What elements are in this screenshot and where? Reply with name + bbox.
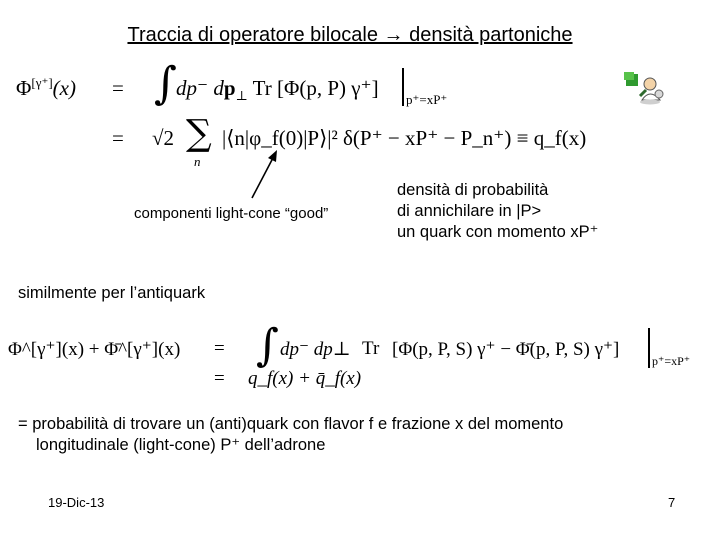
eq3-bracket: [Φ(p, P, S) γ⁺ − Φ̄(p, P, S) γ⁺] bbox=[392, 339, 620, 360]
conclusion-line-1: = probabilità di trovare un (anti)quark con flavor f e frazione x del momento bbox=[18, 415, 564, 433]
eq3-trace: Tr bbox=[362, 338, 380, 359]
eq1-eval-sub: p⁺=xP⁺ bbox=[406, 92, 448, 107]
eq1-lhs-arg: (x) bbox=[52, 76, 76, 100]
eq1-measure-sub: ⊥ bbox=[235, 88, 248, 104]
eq1-trace: Tr bbox=[252, 76, 272, 100]
conclusion-line-2: longitudinale (light-cone) P⁺ dell’adrone bbox=[36, 436, 326, 454]
mascot-figure-icon bbox=[622, 70, 666, 106]
eq3-eval-bar bbox=[648, 328, 650, 368]
diagonal-arrow-icon bbox=[250, 148, 280, 200]
eq3-measure: dp⁻ dp⊥ bbox=[280, 339, 351, 360]
annotation-line-1: densità di probabilità bbox=[397, 181, 549, 199]
eq3-lhs: Φ^[γ⁺](x) + Φ̄^[γ⁺](x) bbox=[8, 339, 181, 360]
page-number: 7 bbox=[668, 495, 676, 510]
slide-title: Traccia di operatore bilocale → densità partoniche bbox=[127, 24, 573, 46]
eq1-lhs-base: Φ bbox=[16, 76, 32, 100]
eq2-sqrt2: √2 bbox=[152, 126, 175, 150]
footer-date: 19-Dic-13 bbox=[48, 495, 105, 510]
annotation-line-2: di annichilare in |P> bbox=[397, 202, 542, 220]
eq2-rhs: |⟨n|φ_f(0)|P⟩|² δ(P⁺ − xP⁺ − P_n⁺) ≡ q_f(x) bbox=[222, 126, 587, 150]
eq2-equals: = bbox=[112, 126, 124, 150]
eq3-equals: = bbox=[214, 338, 225, 359]
eq1-measure-bold: p bbox=[223, 76, 236, 100]
eq1-bracket: [Φ(p, P) γ⁺] bbox=[277, 76, 379, 100]
eq4-equals: = bbox=[214, 368, 225, 389]
probability-annotation bbox=[397, 180, 598, 243]
eq1-integral: ∫ bbox=[154, 58, 177, 109]
conclusion-text bbox=[18, 414, 563, 456]
eq1-eval-bar bbox=[402, 68, 404, 106]
antiquark-heading: similmente per l’antiquark bbox=[18, 284, 206, 302]
eq4-rhs: q_f(x) + q̄_f(x) bbox=[248, 368, 362, 389]
eq3-integral: ∫ bbox=[256, 320, 279, 371]
eq2-sum: ∑ bbox=[186, 113, 212, 154]
eq1-equals: = bbox=[112, 76, 124, 100]
annotation-line-3: un quark con momento xP⁺ bbox=[397, 223, 599, 241]
eq3-eval-sub: p⁺=xP⁺ bbox=[652, 354, 691, 368]
eq1-measure: dp⁻ d bbox=[176, 76, 224, 100]
eq2-sum-index: n bbox=[194, 154, 201, 169]
eq1-lhs-sup: [γ⁺] bbox=[31, 75, 53, 90]
arrow-label: componenti light-cone “good” bbox=[134, 205, 329, 222]
